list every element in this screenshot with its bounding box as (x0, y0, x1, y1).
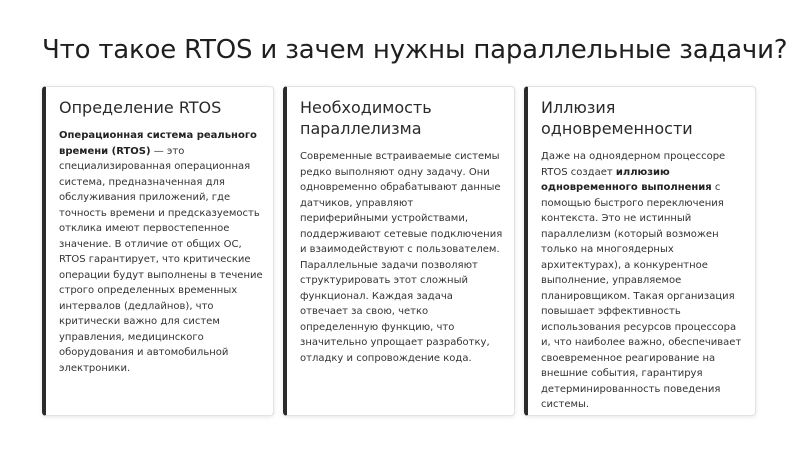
card-body: Современные встраиваемые системы редко выполняют одну задачу. Они одновременно обрабатывают данные датчиков, управляют периферийными устройствами, поддерживают сетевые подключения и взаимодействуют с пользователем. Параллельные задачи позволяют структурировать этот сложный функционал. Каждая задача отвечает за свою, четко определенную функцию, что значительно упрощает разработку, отладку и сопровождение кода. (300, 151, 503, 364)
card-body-text-post: с помощью быстрого переключения контекста. Это не истинный параллелизм (который возможен только на многоядерных архитектурах), а конкурентное выполнение, управляемое планировщиком. Такая организация повышает эффективность использования ресурсов процессора и, что наиболее важно, обеспечивает своевременное реагирование на внешние события, гарантируя детерминированность поведения системы. (541, 182, 742, 410)
card-rtos-definition (42, 86, 274, 416)
card-title: Иллюзия одновременности (541, 98, 693, 138)
card-body-text-pre: Даже на одноядерном процессоре RTOS создает (541, 151, 726, 178)
card-parallelism-need (283, 86, 515, 416)
slide-title: Что такое RTOS и зачем нужны параллельные задачи? (42, 35, 788, 65)
card-body-bold: иллюзию одновременного выполнения (541, 166, 712, 193)
card-body (59, 128, 263, 376)
card-body (541, 149, 745, 413)
card-title: Необходимость параллелизма (300, 98, 432, 138)
card-title: Определение RTOS (59, 98, 222, 117)
card-body-bold: Операционная система реального времени (RTOS) (59, 130, 257, 157)
card-concurrency-illusion (524, 86, 756, 416)
card-body-text: — это специализированная операционная система, предназначенная для обслуживания приложений, где точность времени и предсказуемость отклика имеют первостепенное значение. В отличие от общих ОС, RTOS гарантирует, что критические операции будут выполнены в течение строго определенных временных интервалов (дедлайнов), что критически важно для систем управления, медицинского оборудования и автомобильной электроники. (59, 145, 263, 374)
